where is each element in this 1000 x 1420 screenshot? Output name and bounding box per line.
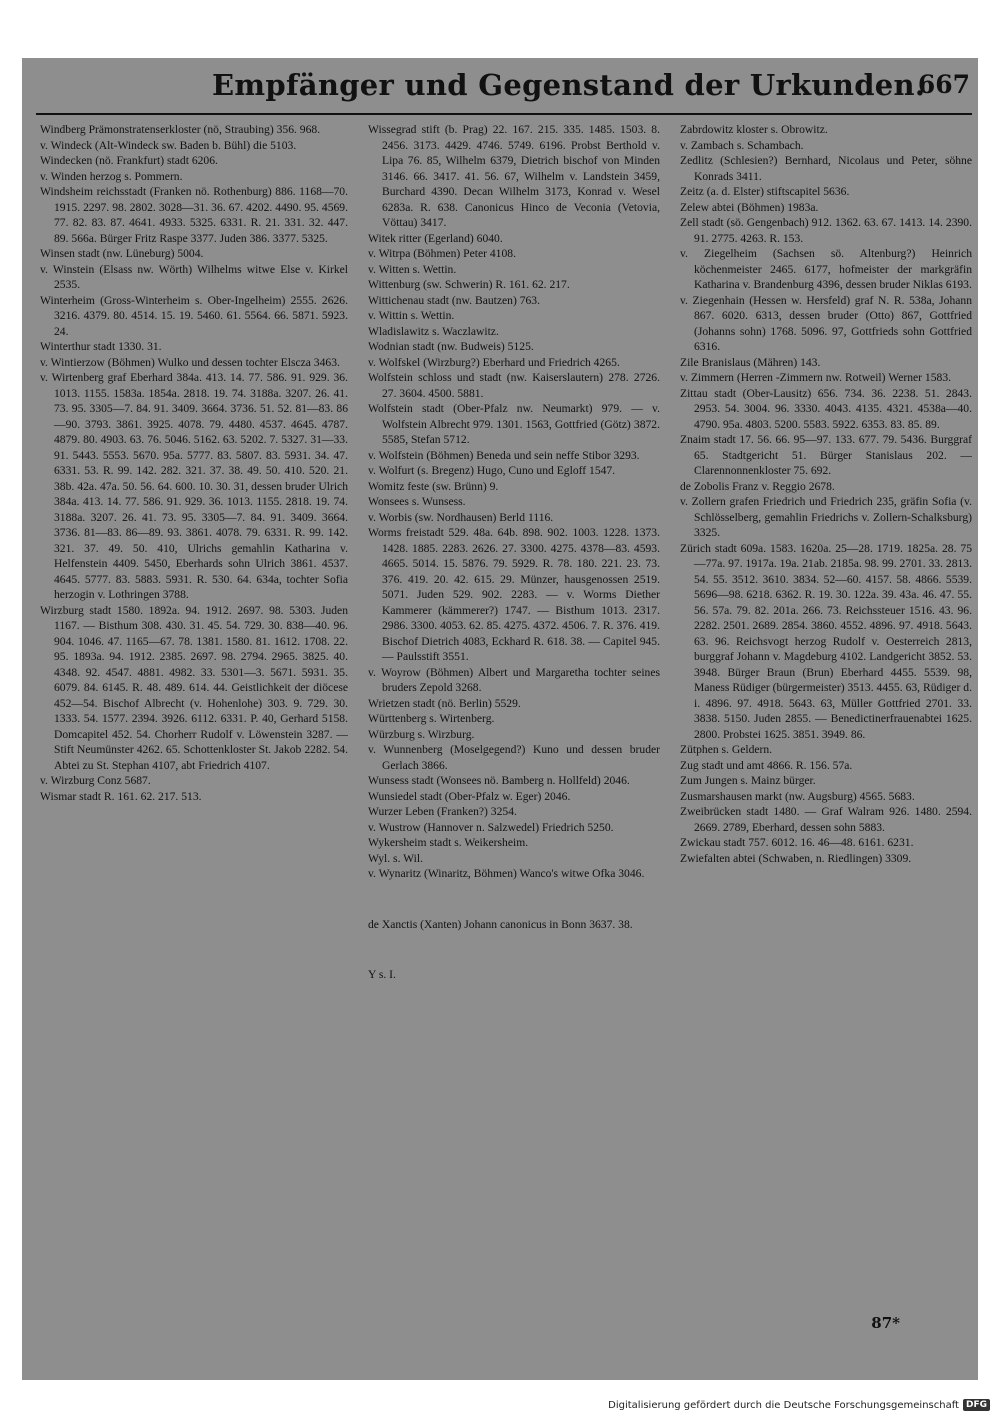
index-entry: v. Wittin s. Wettin. [368,309,455,322]
index-entry: Zabrdowitz kloster s. Obrowitz. [680,123,828,136]
credit-text: Digitalisierung gefördert durch die Deutsche Forschungsgemeinschaft [608,1399,959,1411]
index-entry: Zum Jungen s. Mainz bürger. [680,774,816,787]
dfg-logo: DFG [963,1399,990,1411]
section-gap [368,944,660,956]
index-entry: Zile Branislaus (Mähren) 143. [680,355,821,369]
header-rule [36,113,972,115]
index-entry: Wittenburg (sw. Schwerin) R. 161. 62. 217. [368,278,570,291]
index-entry: v. Zimmern (Herren -Zimmern nw. Rotweil) Werner 1583. [680,371,952,384]
index-entry: Wunsiedel stadt (Ober-Pfalz w. Eger) 2046. [368,789,571,803]
index-entry: Württenberg s. Wirtenberg. [368,712,495,725]
index-entry: Wladislawitz s. Waczlawitz. [368,324,499,338]
index-entry: Zwickau stadt 757. 6012. 16. 46—48. 6161. 6231. [680,836,914,849]
index-entry: Witek ritter (Egerland) 6040. [368,231,503,245]
index-entry: Winterheim (Gross-Winterheim s. Ober-Ingelheim) 2555. 2626. 3216. 4379. 80. 4514. 15. 19. 5460. 61. 5564. 66. 5871. 5923. 24. [40,293,348,338]
index-entry: v. Winden herzog s. Pommern. [40,169,183,183]
index-entry: Zütphen s. Geldern. [680,743,773,756]
index-entry: v. Wolfurt (s. Bregenz) Hugo, Cuno und Egloff 1547. [368,464,616,477]
page-title: Empfänger und Gegenstand der Urkunden. [212,68,926,102]
index-entry: Windsheim reichsstadt (Franken nö. Rothenburg) 886. 1168—70. 1915. 2297. 98. 2802. 3028—31. 36. 67. 4202. 4490. 95. 4569. 77. 82. 83. 87. 4641. 4933. 5325. 6331. R. 21. 331. 32. 447. 89. 566a. Bürger Fritz Raspe 3377. Juden 386. 3377. 5325. [40,185,348,245]
index-entry: Wyl. s. Wil. [368,851,423,865]
index-entry: Zelew abtei (Böhmen) 1983a. [680,200,819,214]
index-entry: Wodnian stadt (nw. Budweis) 5125. [368,340,534,353]
index-entry: Wirzburg stadt 1580. 1892a. 94. 1912. 2697. 98. 5303. Juden 1167. — Bisthum 308. 430. 31. 45. 54. 729. 30. 838—40. 96. 904. 1046. 47. 1165—67. 78. 1381. 1580. 81. 1612. 1708. 22. 95. 1893a. 94. 1912. 2385. 2697. 98. 2794. 2965. 3825. 40. 4348. 92. 4547. 4881. 4982. 33. 5301—3. 5671. 5931. 35. 6079. 84. 6145. R. 48. 489. 614. 44. Geistlichkeit der diöcese 452—54. Bischof Albrecht (v. Hohenlohe) 303. 9. 729. 30. 1333. 54. 1577. 2394. 3926. 6112. 6331. P. 40, Gerhard 5158. Domcapitel 452. 54. Chorherr Rudolf v. Löwenstein 3287. — Stift Neumünster 4262. 65. Schottenkloster St. Jakob 2282. 54. Abtei zu St. Stephan 4107, abt Friedrich 4107. [40,603,348,772]
index-entry: Winsen stadt (nw. Lüneburg) 5004. [40,247,204,260]
digitization-credit [608,1399,990,1411]
index-entry: Zwiefalten abtei (Schwaben, n. Riedlingen) 3309. [680,851,912,865]
index-entry: Zell stadt (sö. Gengenbach) 912. 1362. 63. 67. 1413. 14. 2390. 91. 2775. 4263. R. 153. [680,216,972,245]
index-entry: v. Woyrow (Böhmen) Albert und Margaretha tochter seines bruders Zepold 3268. [368,665,660,694]
index-entry: v. Worbis (sw. Nordhausen) Berld 1116. [368,510,554,524]
index-entry: v. Winstein (Elsass nw. Wörth) Wilhelms witwe Else v. Kirkel 2535. [40,262,348,291]
page-header [22,68,978,110]
index-entry: v. Witrpa (Böhmen) Peter 4108. [368,247,516,260]
index-entry: v. Windeck (Alt-Windeck sw. Baden b. Bühl) die 5103. [40,138,297,152]
index-entry: Y s. I. [368,968,396,982]
index-entry: v. Wustrow (Hannover n. Salzwedel) Friedrich 5250. [368,820,614,834]
index-entry: Worms freistadt 529. 48a. 64b. 898. 902. 1003. 1228. 1373. 1428. 1885. 2283. 2626. 27. 3300. 4275. 4378—83. 4593. 4665. 5014. 15. 5876. 79. 5929. R. 78. 180. 221. 23. 73. 376. 419. 20. 42. 615. 29. Münzer, hausgenossen 2519. 5071. Juden 529. 902. 2283. — v. Worms Diether Kammerer (kämmerer?) 1747. — Bisthum 1013. 2317. 2986. 3300. 4053. 62. 85. 4275. 4372. 4506. 7. R. 376. 419. Bischof Dietrich 4083, Eckhard R. 618. 38. — Capitel 945. — Paulsstift 3551. [368,526,660,663]
index-entry: v. Wirzburg Conz 5687. [40,774,151,787]
index-entry: Windberg Prämonstratenserkloster (nö, Straubing) 356. 968. [40,123,321,136]
index-entry: v. Wirtenberg graf Eberhard 384a. 413. 14. 77. 586. 91. 929. 36. 1013. 1155. 1583a. 1854a. 2818. 19. 74. 3188a. 3207. 26. 41. 73. 95. 3305—7. 84. 91. 3409. 3664. 3736. 51. 52. 81—83. 86—90. 3793. 3861. 3925. 4078. 79. 4480. 4537. 4645. 4787. 4879. 80. 4903. 63. 76. 5046. 5162. 63. 5202. 7. 5327. 31—33. 91. 5443. 5553. 5670. 95a. 5777. 83. 5807. 83. 5931. 34. 47. 6331. 53. R. 99. 142. 282. 321. 37. 38. 49. 50. 410. 520. 21. 38b. 42a. 47a. 50. 56. 64. 600. 10. 30. 31, dessen bruder Ulrich 384a. 413. 14. 77. 586. 91. 929. 36. 1013. 1155. 2818. 19. 74. 3188a. 3207. 26. 41. 73. 95. 3305—7. 84. 91. 3409. 3664. 3736. 81—83. 86—89. 93. 3861. 4078. 79. 6331. R. 99. 142. 321. 37. 49. 50. 410, Ulrichs gemahlin Katharina v. Helfenstein 4409. 5450, Eberhards sohn Ulrich 3861. 4537. 4645. 5777. 83. 5883. 5931. R. 530. 64. 634a, tochter Sofia herzogin v. Lothringen 3788. [40,371,348,601]
index-entry: Wonsees s. Wunsess. [368,495,466,508]
index-entry: Wrietzen stadt (nö. Berlin) 5529. [368,696,521,710]
index-entry: Zürich stadt 609a. 1583. 1620a. 25—28. 1719. 1825a. 28. 75—77a. 97. 1917a. 19a. 21ab. 2185a. 98. 99. 2701. 33. 2813. 54. 55. 3512. 3610. 3834. 52—60. 4157. 58. 4866. 5539. 5696—98. 6218. 6362. R. 19. 30. 122a. 39. 43a. 46. 47. 55. 56. 57a. 79. 82. 201a. 266. 73. Reichssteuer 1516. 43. 96. 2282. 2501. 2689. 2854. 3860. 4552. 4896. 97. 4918. 5643. 63. 96. Reichsvogt herzog Rudolf v. Oesterreich 2813, burggraf Johann v. Magdeburg 4102. Landgericht 3852. 53. 3948. Bürger Braun (Brun) Eberhard 4455. 5539. 98, Maness Rüdiger (bürgermeister) 3513. 4455. 63, Rüdiger d. i. 4896. 97. 4918. 5643. 63, Müller Gottfried 2701. 33. 3838. 5150. Juden 2855. — Benedictinerfrauenabtei 1625. 2800. Probstei 1625. 3851. 3949. 86. [680,541,972,741]
page-number: 667 [917,70,970,99]
section-gap [368,893,660,905]
index-entry: Würzburg s. Wirzburg. [368,727,475,741]
index-entry: de Xanctis (Xanten) Johann canonicus in Bonn 3637. 38. [368,917,633,931]
index-entry: Zedlitz (Schlesien?) Bernhard, Nicolaus und Peter, söhne Konrads 3411. [680,154,972,183]
index-entry: v. Wintierzow (Böhmen) Wulko und dessen tochter Elscza 3463. [40,355,340,369]
index-entry: Zusmarshausen markt (nw. Augsburg) 4565. 5683. [680,789,915,803]
index-entry: v. Ziegenhain (Hessen w. Hersfeld) graf N. R. 538a, Johann 867. 6020. 6313, dessen bruder (Otto) 867, Gottfried (Johanns sohn) 1768. 5096. 97, Gottfrieds sohn Gottfried 6316. [680,293,972,353]
index-column-2 [368,122,660,1272]
index-entry: Znaim stadt 17. 56. 66. 95—97. 133. 677. 79. 5436. Burggraf 65. Stadtgericht 51. Bürger Stanislaus 202. — Clarennonnenkloster 75. 692. [680,433,972,477]
signature-mark: 87* [871,1314,900,1332]
index-entry: v. Wolfstein (Böhmen) Beneda und sein neffe Stibor 3293. [368,448,640,462]
index-entry: v. Wynaritz (Winaritz, Böhmen) Wanco's witwe Ofka 3046. [368,867,645,880]
index-entry: v. Wunnenberg (Moselgegend?) Kuno und dessen bruder Gerlach 3866. [368,743,660,772]
index-entry: Zeitz (a. d. Elster) stiftscapitel 5636. [680,185,850,198]
index-entry: Wykersheim stadt s. Weikersheim. [368,836,529,849]
index-entry: Zug stadt und amt 4866. R. 156. 57a. [680,758,853,772]
index-entry: Windecken (nö. Frankfurt) stadt 6206. [40,154,218,167]
index-entry: Wurzer Leben (Franken?) 3254. [368,805,517,818]
index-entry: Wittichenau stadt (nw. Bautzen) 763. [368,293,540,307]
index-entry: Wolfstein schloss und stadt (nw. Kaiserslautern) 278. 2726. 27. 3604. 4500. 5881. [368,371,660,400]
index-entry: v. Zambach s. Schambach. [680,138,804,152]
index-entry: v. Ziegelheim (Sachsen sö. Altenburg?) Heinrich köchenmeister 2465. 6177, hofmeister der markgräfin Katharina v. Brandenburg 4396, dessen bruder Niklas 6193. [680,247,972,291]
index-entry: Zittau stadt (Ober-Lausitz) 656. 734. 36. 2238. 51. 2843. 2953. 54. 3004. 96. 3330. 4043. 4135. 4321. 4538a—40. 4790. 95a. 4803. 5200. 5583. 5922. 6353. 83. 85. 89. [680,386,972,431]
index-column-1 [40,122,348,1272]
index-column-3 [680,122,972,1272]
index-entry: Wismar stadt R. 161. 62. 217. 513. [40,789,202,803]
scanned-page [22,58,978,1380]
index-entry: Wissegrad stift (b. Prag) 22. 167. 215. 335. 1485. 1503. 8. 2456. 3173. 4429. 4746. 5749. 6196. Probst Berthold v. Lipa 76. 85, Wilhelm 6379, Dietrich bischof von Minden 3146. 66. 3417. 41. 56. 67, Wilhelm v. Landstein 3459, Burchard 4390. Decan Wilhelm 3173, Konrad v. Wesel 6283a. R. 638. Canonicus Hinco de Veconia (Vetovia, Vöttau) 3417. [368,123,660,229]
index-entry: Wolfstein stadt (Ober-Pfalz nw. Neumarkt) 979. — v. Wolfstein Albrecht 979. 1301. 1563, Gottfried (Götz) 3872. 5585, Stefan 5712. [368,402,660,446]
index-entry: v. Witten s. Wettin. [368,262,457,276]
index-entry: Womitz feste (sw. Brünn) 9. [368,479,499,493]
index-entry: v. Zollern grafen Friedrich und Friedrich 235, gräfin Sofia (v. Schlösselberg, gemahlin Friedrichs v. Zollern-Schalksburg) 3325. [680,495,972,539]
index-entry: Winterthur stadt 1330. 31. [40,340,162,353]
index-entry: Wunsess stadt (Wonsees nö. Bamberg n. Hollfeld) 2046. [368,774,630,787]
index-entry: v. Wolfskel (Wirzburg?) Eberhard und Friedrich 4265. [368,355,620,369]
index-entry: de Zobolis Franz v. Reggio 2678. [680,479,835,493]
index-entry: Zweibrücken stadt 1480. — Graf Walram 926. 1480. 2594. 2669. 2789, Eberhard, dessen sohn 5883. [680,805,972,834]
